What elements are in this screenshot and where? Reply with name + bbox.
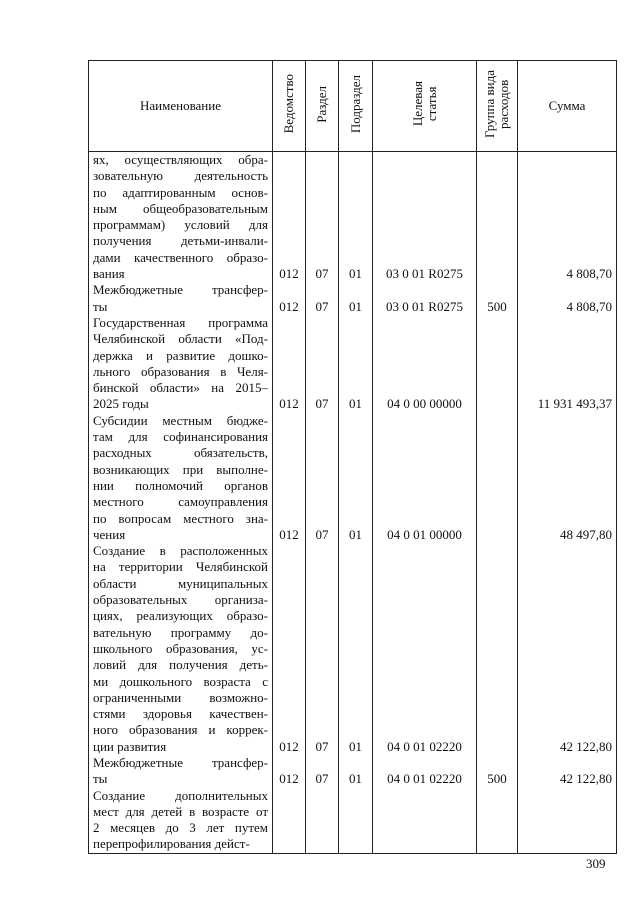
table-row <box>89 755 617 788</box>
row-subsection <box>339 788 373 854</box>
row-name-line: Межбюджетные трансфер- <box>93 282 268 298</box>
row-sum: 4 808,70 <box>518 282 617 315</box>
row-section: 07 <box>306 315 339 413</box>
row-target: 04 0 00 00000 <box>373 315 477 413</box>
header-group: Группа вида расходов <box>477 61 518 152</box>
row-subsection: 01 <box>339 413 373 543</box>
header-sum: Сумма <box>518 61 617 152</box>
row-target <box>373 788 477 854</box>
row-group <box>477 152 518 283</box>
row-name-line: Межбюджетные трансфер- <box>93 754 268 770</box>
row-group <box>477 413 518 543</box>
row-target: 04 0 01 02220 <box>373 755 477 788</box>
row-subsection: 01 <box>339 543 373 755</box>
row-sum <box>518 788 617 854</box>
row-dept: 012 <box>273 315 306 413</box>
row-name-line: ми дошкольного возраста с <box>93 673 268 689</box>
header-subsection: Подраздел <box>339 61 373 152</box>
row-sum: 42 122,80 <box>518 755 617 788</box>
row-name-line: по вопросам местного зна- <box>93 510 268 526</box>
row-name <box>89 755 273 788</box>
table-body <box>89 152 617 854</box>
row-name-line: дами качественного образо- <box>93 249 268 265</box>
row-dept: 012 <box>273 152 306 283</box>
row-name-line: ты <box>93 771 108 787</box>
row-name-line: Государственная программа <box>93 314 268 330</box>
row-group <box>477 543 518 755</box>
row-name-line: расходных обязательств, <box>93 445 268 461</box>
row-name-line: льного образования в Челя- <box>93 363 268 379</box>
page-number: 309 <box>586 856 606 871</box>
table-row <box>89 543 617 755</box>
row-section <box>306 788 339 854</box>
row-name <box>89 315 273 413</box>
row-name <box>89 788 273 854</box>
row-sum: 48 497,80 <box>518 413 617 543</box>
table-row <box>89 282 617 315</box>
row-name-line: ты <box>93 298 108 314</box>
row-name-line: школьного образования, ус- <box>93 640 268 656</box>
row-name-line: ным общеобразовательным <box>93 200 268 216</box>
row-name-line: 2 месяцев до 3 лет путем <box>93 820 268 836</box>
table-row <box>89 315 617 413</box>
row-dept <box>273 788 306 854</box>
row-group <box>477 788 518 854</box>
row-sum: 11 931 493,37 <box>518 315 617 413</box>
header-dept: Ведомство <box>273 61 306 152</box>
header-section: Раздел <box>306 61 339 152</box>
row-name-line: там для софинансирования <box>93 429 268 445</box>
row-subsection: 01 <box>339 755 373 788</box>
row-target: 03 0 01 R0275 <box>373 152 477 283</box>
row-dept: 012 <box>273 413 306 543</box>
row-dept: 012 <box>273 755 306 788</box>
row-name-line: программам) условий для <box>93 217 268 233</box>
row-name-line: ловий для получения деть- <box>93 657 268 673</box>
row-name-line: на территории Челябинской <box>93 559 268 575</box>
row-name <box>89 543 273 755</box>
row-name-line: вательную программу до- <box>93 624 268 640</box>
row-name <box>89 413 273 543</box>
header-target: Целевая статья <box>373 61 477 152</box>
row-target: 03 0 01 R0275 <box>373 282 477 315</box>
row-name-line: ного образования и коррек- <box>93 722 268 738</box>
row-subsection: 01 <box>339 152 373 283</box>
row-name-line: Создание в расположенных <box>93 543 268 559</box>
row-dept: 012 <box>273 282 306 315</box>
row-sum: 4 808,70 <box>518 152 617 283</box>
table-row <box>89 152 617 283</box>
row-sum: 42 122,80 <box>518 543 617 755</box>
row-subsection: 01 <box>339 315 373 413</box>
row-name-line: области муниципальных <box>93 575 268 591</box>
row-name-line: ях, осуществляющих обра- <box>93 152 268 167</box>
row-name-line: зовательную деятельность <box>93 168 268 184</box>
row-name-line: ции развития <box>93 738 167 754</box>
row-section: 07 <box>306 282 339 315</box>
table-row <box>89 413 617 543</box>
table-row <box>89 788 617 854</box>
row-name-line: бинской области» на 2015– <box>93 380 268 396</box>
row-name-line: Создание дополнительных <box>93 787 268 803</box>
row-subsection: 01 <box>339 282 373 315</box>
row-name-line: циях, реализующих образо- <box>93 608 268 624</box>
row-name-line: по адаптированным основ- <box>93 184 268 200</box>
row-name-line: держка и развитие дошко- <box>93 347 268 363</box>
row-name-line: образовательных организа- <box>93 592 268 608</box>
row-section: 07 <box>306 543 339 755</box>
row-name-line: перепрофилирования дейст- <box>93 836 250 852</box>
row-section: 07 <box>306 413 339 543</box>
row-name <box>89 282 273 315</box>
row-target: 04 0 01 00000 <box>373 413 477 543</box>
row-name <box>89 152 273 283</box>
row-group: 500 <box>477 755 518 788</box>
row-section: 07 <box>306 755 339 788</box>
row-name-line: мест для детей в возрасте от <box>93 803 268 819</box>
row-name-line: 2025 годы <box>93 396 149 412</box>
row-group: 500 <box>477 282 518 315</box>
row-name-line: местного самоуправления <box>93 494 268 510</box>
row-name-line: нии полномочий органов <box>93 477 268 493</box>
header-name: Наименование <box>89 61 273 152</box>
row-group <box>477 315 518 413</box>
row-name-line: Челябинской области «Под- <box>93 331 268 347</box>
row-name-line: ограниченными возможно- <box>93 689 268 705</box>
row-name-line: возникающих при выполне- <box>93 461 268 477</box>
row-target: 04 0 01 02220 <box>373 543 477 755</box>
budget-table <box>88 60 617 854</box>
row-name-line: получения детьми-инвали- <box>93 233 268 249</box>
row-section: 07 <box>306 152 339 283</box>
row-name-line: Субсидии местным бюдже- <box>93 412 268 428</box>
row-name-line: вания <box>93 266 125 282</box>
row-dept: 012 <box>273 543 306 755</box>
table-header-row <box>89 61 617 152</box>
row-name-line: стями здоровья качествен- <box>93 706 268 722</box>
row-name-line: чения <box>93 526 126 542</box>
